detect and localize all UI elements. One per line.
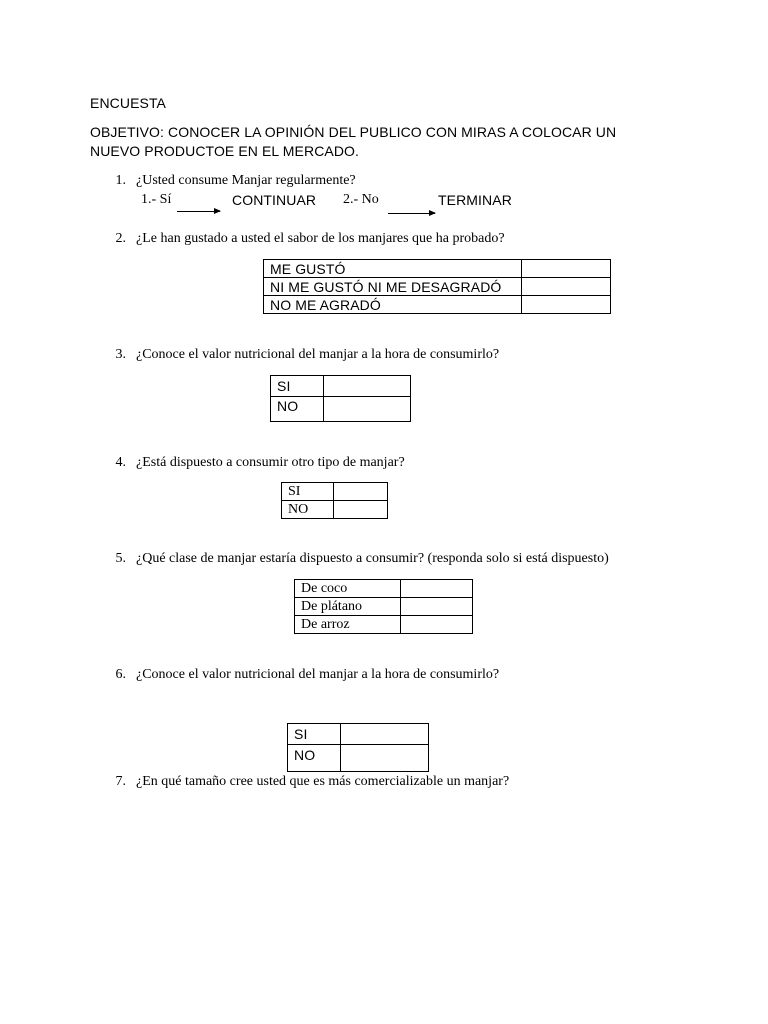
objective-line-1: OBJETIVO: CONOCER LA OPINIÓN DEL PUBLICO CON MIRAS A COLOCAR UN [90, 124, 617, 140]
table-row [282, 501, 388, 519]
question-number: 2. [115, 231, 126, 246]
answer-checkbox[interactable] [401, 580, 473, 598]
question-text: ¿Conoce el valor nutricional del manjar a la hora de consumirlo? [136, 347, 500, 362]
q6-answer-table [287, 723, 429, 772]
answer-checkbox[interactable] [334, 501, 388, 519]
survey-title: ENCUESTA [90, 95, 166, 111]
answer-label: ME GUSTÓ [264, 260, 522, 278]
answer-checkbox[interactable] [522, 260, 611, 278]
question-number: 6. [115, 667, 126, 682]
table-row [295, 598, 473, 616]
question-text: ¿Conoce el valor nutricional del manjar a la hora de consumirlo? [136, 667, 500, 682]
answer-checkbox[interactable] [341, 724, 429, 745]
answer-label: De arroz [295, 616, 401, 634]
answer-checkbox[interactable] [324, 397, 411, 422]
answer-label: SI [271, 376, 324, 397]
arrow-right-icon [388, 213, 435, 214]
q1-option-yes: 1.- Sí [141, 192, 172, 207]
answer-checkbox[interactable] [324, 376, 411, 397]
table-row [295, 616, 473, 634]
answer-label: De coco [295, 580, 401, 598]
table-row [271, 397, 411, 422]
answer-checkbox[interactable] [522, 278, 611, 296]
q2-answer-table [263, 259, 611, 314]
answer-label: NO [282, 501, 334, 519]
q1-option-yes-result: CONTINUAR [232, 192, 317, 208]
answer-checkbox[interactable] [522, 296, 611, 314]
table-row [288, 724, 429, 745]
answer-label: SI [282, 483, 334, 501]
answer-checkbox[interactable] [334, 483, 388, 501]
q4-answer-table [281, 482, 388, 519]
objective-line-2: NUEVO PRODUCTOE EN EL MERCADO. [90, 143, 360, 159]
answer-label: De plátano [295, 598, 401, 616]
q5-answer-table [294, 579, 473, 634]
table-row [288, 745, 429, 772]
table-row [264, 296, 611, 314]
answer-checkbox[interactable] [341, 745, 429, 772]
answer-label: SI [288, 724, 341, 745]
question-text: ¿Usted consume Manjar regularmente? [136, 173, 356, 188]
answer-label: NI ME GUSTÓ NI ME DESAGRADÓ [264, 278, 522, 296]
question-number: 5. [115, 551, 126, 566]
answer-checkbox[interactable] [401, 598, 473, 616]
q1-option-no-result: TERMINAR [438, 192, 512, 208]
question-number: 1. [115, 173, 126, 188]
table-row [271, 376, 411, 397]
answer-label: NO [288, 745, 341, 772]
question-text: ¿Le han gustado a usted el sabor de los manjares que ha probado? [136, 231, 505, 246]
answer-label: NO [271, 397, 324, 422]
question-number: 3. [115, 347, 126, 362]
question-text: ¿Está dispuesto a consumir otro tipo de manjar? [136, 455, 405, 470]
q1-option-no: 2.- No [343, 192, 379, 207]
q3-answer-table [270, 375, 411, 422]
table-row [295, 580, 473, 598]
arrow-right-icon [177, 211, 220, 212]
question-number: 7. [115, 774, 126, 789]
table-row [264, 278, 611, 296]
table-row [264, 260, 611, 278]
question-text: ¿Qué clase de manjar estaría dispuesto a consumir? (responda solo si está dispuesto) [136, 551, 609, 566]
question-number: 4. [115, 455, 126, 470]
table-row [282, 483, 388, 501]
question-text: ¿En qué tamaño cree usted que es más comercializable un manjar? [136, 774, 510, 789]
answer-label: NO ME AGRADÓ [264, 296, 522, 314]
answer-checkbox[interactable] [401, 616, 473, 634]
